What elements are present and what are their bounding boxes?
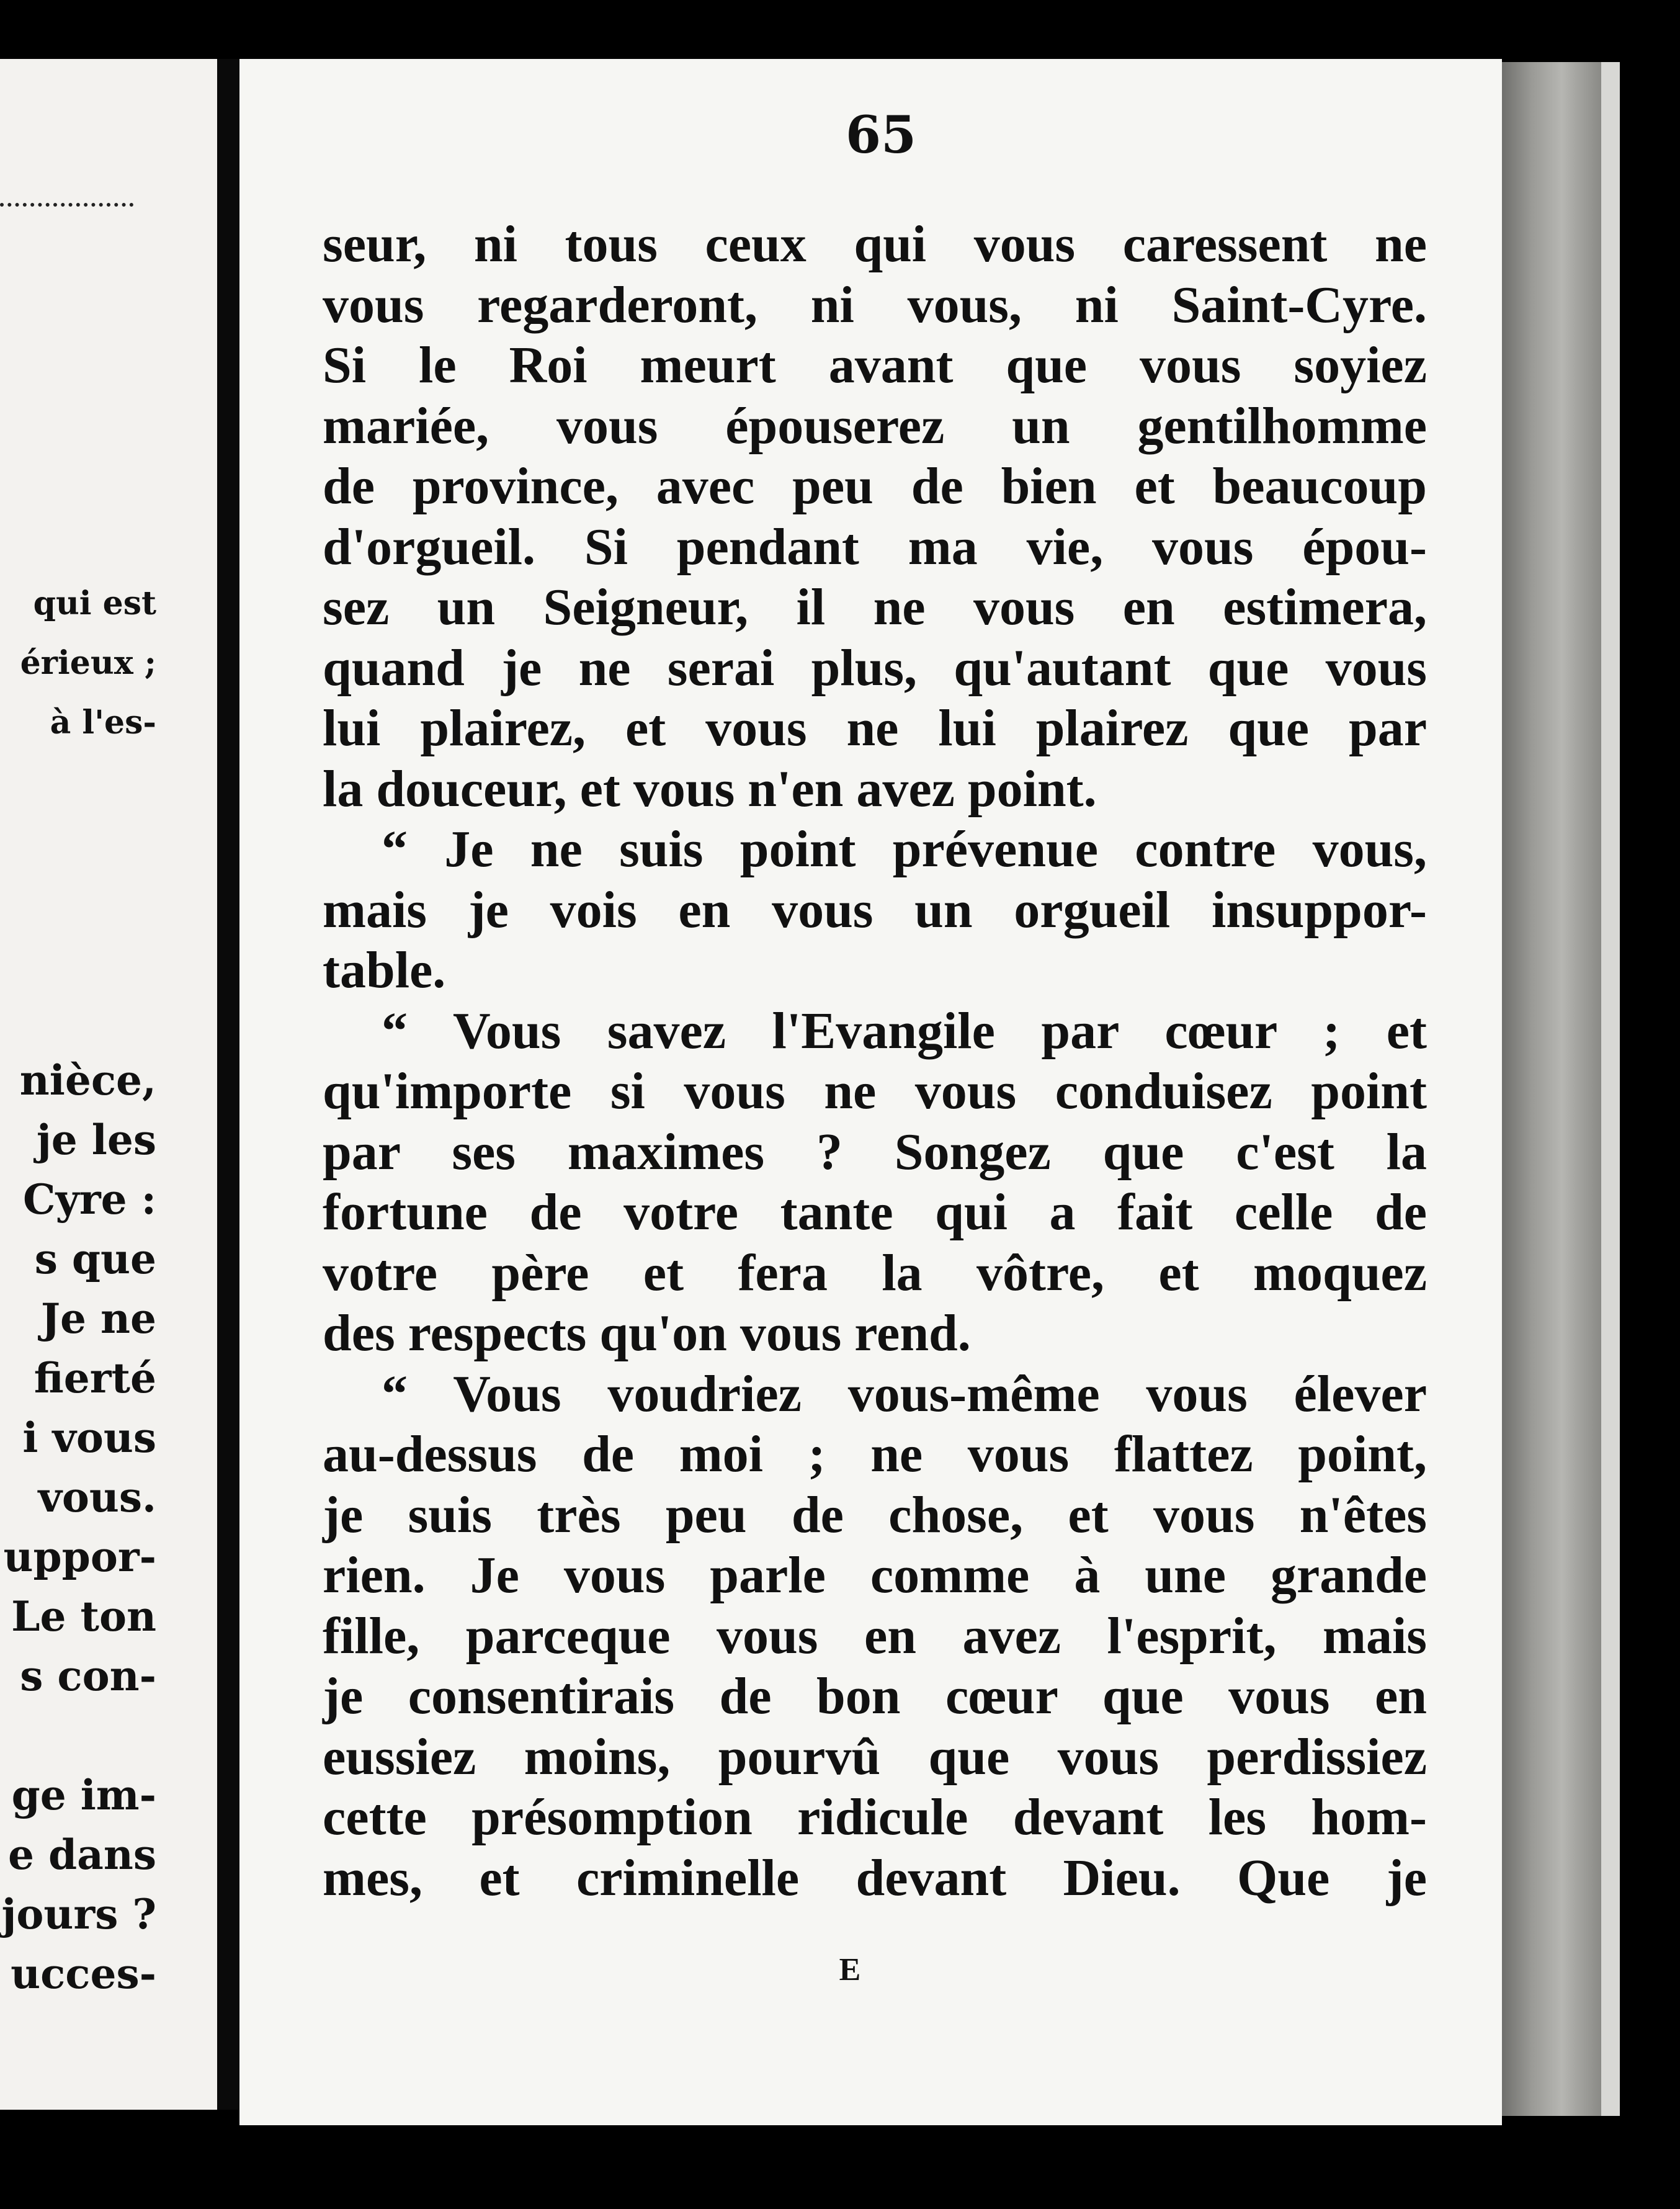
text-line: “ Vous savez l'Evangile par cœur ; et [382, 1001, 1427, 1060]
text-line: par ses maximes ? Songez que c'est la [323, 1122, 1427, 1181]
previous-page-line [2, 753, 156, 812]
book-gutter [217, 59, 239, 2110]
previous-page-line: s que [34, 1235, 156, 1283]
text-line: je consentirais de bon cœur que vous en [323, 1667, 1427, 1725]
page-block-edge [1502, 62, 1601, 2116]
text-line: des respects qu'on vous rend. [323, 1304, 971, 1362]
previous-page-line: e dans [7, 1830, 156, 1879]
previous-page-line: vous. [38, 1473, 156, 1521]
text-line: mes, et criminelle devant Dieu. Que je [323, 1848, 1427, 1907]
previous-page-line: Je ne [40, 1294, 156, 1343]
text-line: qu'importe si vous ne vous conduisez point [323, 1062, 1427, 1120]
text-line: je suis très peu de chose, et vous n'êtes [323, 1485, 1427, 1544]
previous-page-line: Le ton [11, 1592, 156, 1641]
text-line: quand je ne serai plus, qu'autant que vous [323, 639, 1427, 697]
text-line: d'orgueil. Si pendant ma vie, vous épou- [323, 518, 1427, 576]
text-line: lui plairez, et vous ne lui plairez que par [323, 699, 1427, 757]
previous-page-line: nièce, [19, 1056, 156, 1104]
previous-page-fragment [0, 59, 217, 2110]
page-block-edge-light [1601, 62, 1620, 2116]
previous-page-line [2, 812, 156, 872]
text-line: “ Je ne suis point prévenue contre vous, [382, 820, 1427, 878]
text-line: Si le Roi meurt avant que vous soyiez [323, 336, 1427, 394]
previous-page-line: érieux ; [20, 644, 156, 682]
text-line: seur, ni tous ceux qui vous caressent ne [323, 215, 1427, 273]
previous-page-line: Cyre : [23, 1175, 156, 1224]
page-number: 65 [845, 105, 917, 165]
text-line: “ Vous voudriez vous-même vous élever [382, 1364, 1427, 1423]
previous-page-line: je les [36, 1116, 156, 1164]
previous-page-line [2, 1706, 156, 1765]
page-body-text [323, 214, 1427, 1908]
previous-page-line: s con- [20, 1652, 156, 1700]
text-line: votre père et fera la vôtre, et moquez [323, 1243, 1427, 1302]
previous-page-line: à l'es- [50, 704, 156, 742]
text-line: sez un Seigneur, il ne vous en estimera, [323, 578, 1427, 636]
text-line: au-dessus de moi ; ne vous flattez point, [323, 1425, 1427, 1483]
previous-page-line [2, 931, 156, 991]
text-line: table. [323, 941, 446, 999]
previous-page-line: uppor- [3, 1533, 156, 1581]
text-line: rien. Je vous parle comme à une grande [323, 1546, 1427, 1604]
text-line: fille, parceque vous en avez l'esprit, mais [323, 1606, 1427, 1665]
previous-page-line: ge im- [11, 1771, 156, 1819]
chapter-rule [0, 203, 133, 207]
previous-page-line: jours ? [1, 1890, 156, 1938]
previous-page-line: i vous [22, 1414, 156, 1462]
text-line: vous regarderont, ni vous, ni Saint-Cyre. [323, 276, 1427, 334]
text-line: eussiez moins, pourvû que vous perdissiez [323, 1727, 1427, 1786]
text-line: cette présomption ridicule devant les hom- [323, 1788, 1427, 1846]
text-line: de province, avec peu de bien et beaucoup [323, 457, 1427, 515]
text-line: mais je vois en vous un orgueil insuppor- [323, 880, 1427, 939]
previous-page-line [2, 991, 156, 1051]
previous-page-line: qui est [33, 585, 156, 622]
previous-page-line: ucces- [11, 1950, 156, 1998]
previous-page-text [2, 574, 156, 2004]
previous-page-line [2, 872, 156, 931]
text-line: fortune de votre tante qui a fait celle de [323, 1183, 1427, 1241]
signature-mark: E [839, 1952, 861, 1987]
text-line: mariée, vous épouserez un gentilhomme [323, 397, 1427, 455]
previous-page-line: fierté [34, 1354, 156, 1402]
text-line: la douceur, et vous n'en avez point. [323, 759, 1097, 818]
